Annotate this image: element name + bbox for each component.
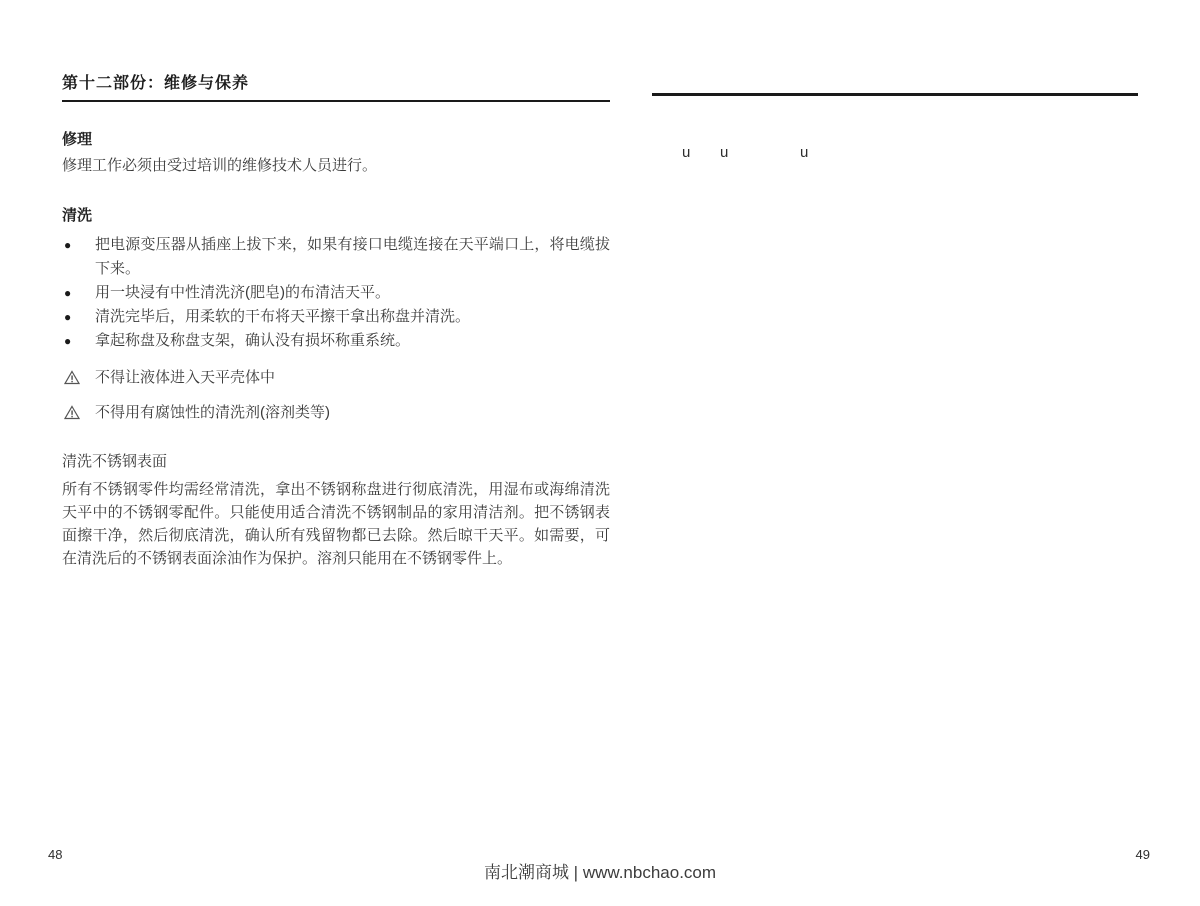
warning-triangle-icon xyxy=(64,370,80,385)
warning-triangle-icon xyxy=(64,405,80,420)
list-item xyxy=(62,329,610,353)
bullet-icon: ● xyxy=(64,310,72,324)
bullet-icon: ● xyxy=(64,286,72,300)
bullet-icon: ● xyxy=(64,334,72,348)
stainless-body: 所有不锈钢零件均需经常清洗，拿出不锈钢称盘进行彻底清洗，用湿布或海绵清洗天平中的不锈钢零配件。只能使用适合清洗不锈钢制品的家用清洁剂。把不锈钢表面擦干净，然后彻底清洗，确认所有残留物都已去除。然后晾干天平。如需要，可在清洗后的不锈钢表面涂油作为保护。溶剂只能用在不锈钢零件上。 xyxy=(62,481,610,567)
bullet-text: 把电源变压器从插座上拔下来，如果有接口电缆连接在天平端口上，将电缆拔下来。 xyxy=(95,236,610,277)
section-title: 第十二部份：维修与保养 xyxy=(62,70,610,102)
u-marker-row xyxy=(652,96,1138,161)
repair-heading: 修理 xyxy=(62,131,93,148)
warning-note xyxy=(62,403,610,423)
bullet-text: 清洗完毕后，用柔软的干布将天平擦干拿出称盘并清洗。 xyxy=(95,308,471,325)
warning-note xyxy=(62,368,610,388)
u-marker: u xyxy=(682,144,691,161)
footer-watermark: 南北潮商城 | www.nbchao.com xyxy=(483,863,717,882)
page-number-right: 49 xyxy=(1135,847,1150,862)
stainless-section xyxy=(62,450,610,570)
bullet-text: 用一块浸有中性清洗济(肥皂)的布清洁天平。 xyxy=(95,284,390,301)
list-item xyxy=(62,305,610,329)
list-item xyxy=(62,281,610,305)
page-number-left: 48 xyxy=(48,847,63,862)
repair-body: 修理工作必须由受过培训的维修技术人员进行。 xyxy=(62,157,378,174)
u-marker: u xyxy=(720,144,729,161)
right-page xyxy=(652,93,1138,161)
left-page xyxy=(62,70,610,570)
warning-text: 不得让液体进入天平壳体中 xyxy=(95,369,276,386)
bullet-text: 拿起称盘及称盘支架，确认没有损坏称重系统。 xyxy=(95,332,411,349)
repair-section xyxy=(62,128,610,177)
stainless-heading: 清洗不锈钢表面 xyxy=(62,453,168,470)
warning-text: 不得用有腐蚀性的清洗剂(溶剂类等) xyxy=(95,404,330,421)
cleaning-heading: 清洗 xyxy=(62,207,93,224)
cleaning-bullet-list xyxy=(62,233,610,353)
u-marker: u xyxy=(800,144,809,161)
cleaning-section xyxy=(62,204,610,423)
list-item xyxy=(62,233,610,281)
bullet-icon: ● xyxy=(64,238,72,252)
